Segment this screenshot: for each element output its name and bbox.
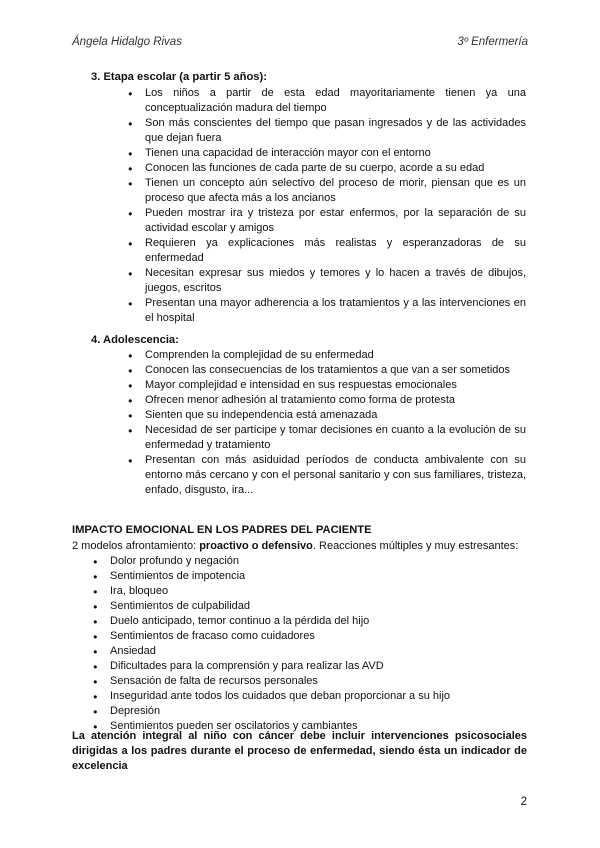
list-item: ● Comprenden la complejidad de su enfermedad <box>128 348 526 363</box>
section-4-title: 4. Adolescencia: <box>91 334 179 346</box>
list-item: ● Ansiedad <box>93 644 526 659</box>
intro-text-end: . Reacciones múltiples y muy estresantes: <box>312 540 519 552</box>
closing-statement: La atención integral al niño con cáncer debe incluir intervenciones psicosociales dirigidas a los padres durante el proceso de enfermedad, siendo ésta un indicador de excelencia <box>72 730 527 772</box>
list-item: ● Mayor complejidad e intensidad en sus respuestas emocionales <box>128 378 526 393</box>
list-item: ● Ira, bloqueo <box>93 584 526 599</box>
list-item: ● Tienen una capacidad de interacción mayor con el entorno <box>128 146 526 161</box>
intro-text-bold: proactivo o defensivo <box>199 540 313 552</box>
page-number: 2 <box>520 796 527 808</box>
list-item: ● Sentimientos de fracaso como cuidadores <box>93 629 526 644</box>
list-item: ● Son más conscientes del tiempo que pasan ingresados y de las actividades que dejan fuera <box>128 116 526 146</box>
list-item: ● Necesitan expresar sus miedos y temores y lo hacen a través de dibujos, juegos, escritos <box>128 266 526 296</box>
list-item: ● Requieren ya explicaciones más realistas y esperanzadoras de su enfermedad <box>128 236 526 266</box>
intro-text-start: 2 modelos afrontamiento: <box>72 540 200 552</box>
list-item: ● Sentimientos de impotencia <box>93 569 526 584</box>
list-item: ● Ofrecen menor adhesión al tratamiento como forma de protesta <box>128 393 526 408</box>
list-item: ● Necesidad de ser partícipe y tomar decisiones en cuanto a la evolución de su enfermedad y tratamiento <box>128 423 526 453</box>
list-item: ● Inseguridad ante todos los cuidados que deban proporcionar a su hijo <box>93 689 526 704</box>
section-3-title: 3. Etapa escolar (a partir 5 años): <box>91 71 267 83</box>
list-item: ● Tienen un concepto aún selectivo del proceso de morir, piensan que es un proceso que afecta más a los ancianos <box>128 176 526 206</box>
impact-list <box>93 554 526 734</box>
section-4-list <box>128 348 526 498</box>
list-item: ● Pueden mostrar ira y tristeza por estar enfermos, por la separación de su actividad escolar y amigos <box>128 206 526 236</box>
list-item: ● Sienten que su independencia está amenazada <box>128 408 526 423</box>
section-3-list <box>128 86 526 326</box>
list-item: ● Presentan una mayor adherencia a los tratamientos y a las intervenciones en el hospital <box>128 296 526 326</box>
list-item: ● Los niños a partir de esta edad mayoritariamente tienen ya una conceptualización madura del tiempo <box>128 86 526 116</box>
impact-intro <box>72 539 532 554</box>
list-item: ● Depresión <box>93 704 526 719</box>
list-item: ● Sensación de falta de recursos personales <box>93 674 526 689</box>
list-item: ● Dificultades para la comprensión y para realizar las AVD <box>93 659 526 674</box>
author-name: Ángela Hidalgo Rivas <box>72 36 182 48</box>
list-item: ● Conocen las consecuencias de los tratamientos a que van a ser sometidos <box>128 363 526 378</box>
list-item: ● Conocen las funciones de cada parte de su cuerpo, acorde a su edad <box>128 161 526 176</box>
list-item: ● Dolor profundo y negación <box>93 554 526 569</box>
list-item: ● Sentimientos de culpabilidad <box>93 599 526 614</box>
list-item: ● Sentimientos pueden ser oscilatorios y cambiantes <box>93 719 526 734</box>
page-header <box>72 36 528 52</box>
impact-section-title: IMPACTO EMOCIONAL EN LOS PADRES DEL PACIENTE <box>72 524 372 536</box>
list-item: ● Presentan con más asiduidad períodos de conducta ambivalente con su entorno más cercano y con el personal sanitario y con sus familiares, tristeza, enfado, disgusto, ira... <box>128 453 526 498</box>
course-name: 3º Enfermería <box>457 36 528 48</box>
list-item: ● Duelo anticipado, temor continuo a la pérdida del hijo <box>93 614 526 629</box>
